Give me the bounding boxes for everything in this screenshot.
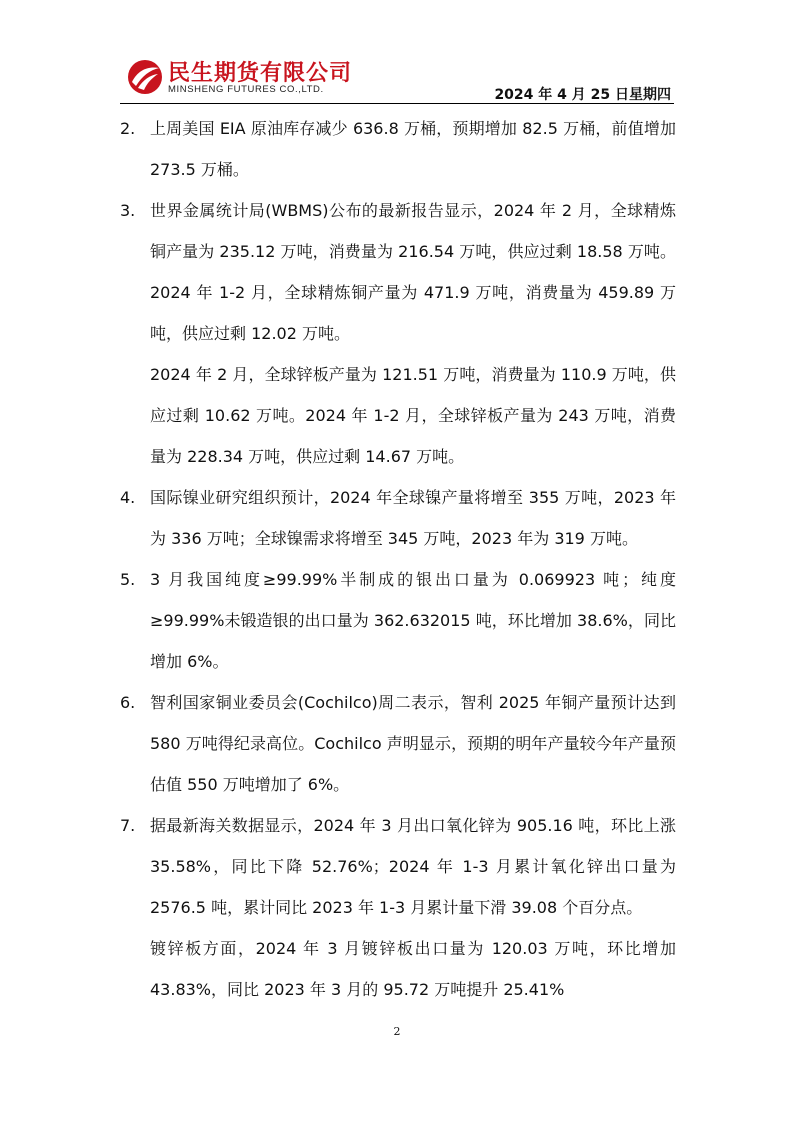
item-text: 国际镍业研究组织预计，2024 年全球镍产量将增至 355 万吨，2023 年为 336 万吨；全球镍需求将增至 345 万吨，2023 年为 319 万吨。: [150, 488, 676, 548]
item-text: 镀锌板方面，2024 年 3 月镀锌板出口量为 120.03 万吨，环比增加 43.83%，同比 2023 年 3 月的 95.72 万吨提升 25.41%: [150, 939, 676, 999]
company-name-en: MINSHENG FUTURES CO.,LTD.: [168, 84, 324, 95]
list-item: [120, 477, 676, 559]
item-number: 3.: [120, 201, 136, 220]
list-item: [120, 559, 676, 682]
minsheng-logo-icon: [126, 58, 164, 96]
item-text: 3 月我国纯度≥99.99%半制成的银出口量为 0.069923 吨；纯度≥99.99%未锻造银的出口量为 362.632015 吨，环比增加 38.6%，同比增加 6%。: [150, 570, 676, 671]
item-number: 5.: [120, 570, 136, 589]
item-number: 6.: [120, 693, 136, 712]
item-number: 4.: [120, 488, 136, 507]
item-text: 上周美国 EIA 原油库存减少 636.8 万桶，预期增加 82.5 万桶，前值增加 273.5 万桶。: [150, 119, 676, 179]
list-item: [120, 682, 676, 805]
report-date: 2024 年 4 月 25 日星期四: [494, 87, 671, 103]
item-text: 智利国家铜业委员会(Cochilco)周二表示，智利 2025 年铜产量预计达到 580 万吨得纪录高位。Cochilco 声明显示，预期的明年产量较今年产量预估值 550 万吨增加了 6%。: [150, 693, 676, 794]
item-text: 世界金属统计局(WBMS)公布的最新报告显示，2024 年 2 月，全球精炼铜产量为 235.12 万吨，消费量为 216.54 万吨，供应过剩 18.58 万吨。2024 年 1-2 月，全球精炼铜产量为 471.9 万吨，消费量为 459.89 万吨，供应过剩 12.02 万吨。: [150, 201, 676, 343]
list-item: [120, 805, 676, 1010]
item-text: 2024 年 2 月，全球锌板产量为 121.51 万吨，消费量为 110.9 万吨，供应过剩 10.62 万吨。2024 年 1-2 月，全球锌板产量为 243 万吨，消费量为 228.34 万吨，供应过剩 14.67 万吨。: [150, 365, 676, 466]
item-text: 据最新海关数据显示，2024 年 3 月出口氧化锌为 905.16 吨，环比上涨 35.58%，同比下降 52.76%；2024 年 1-3 月累计氧化锌出口量为 2576.5 吨，累计同比 2023 年 1-3 月累计量下滑 39.08 个百分点。: [150, 816, 676, 917]
list-item: [120, 190, 676, 477]
company-name-cn: 民生期货有限公司: [168, 61, 353, 86]
header-divider: [120, 103, 674, 104]
company-logo: [126, 56, 366, 100]
list-item: [120, 108, 676, 190]
page-number: 2: [393, 1025, 401, 1038]
page-header: [0, 0, 794, 106]
news-list: [120, 108, 676, 1010]
item-number: 7.: [120, 816, 136, 835]
item-number: 2.: [120, 119, 136, 138]
